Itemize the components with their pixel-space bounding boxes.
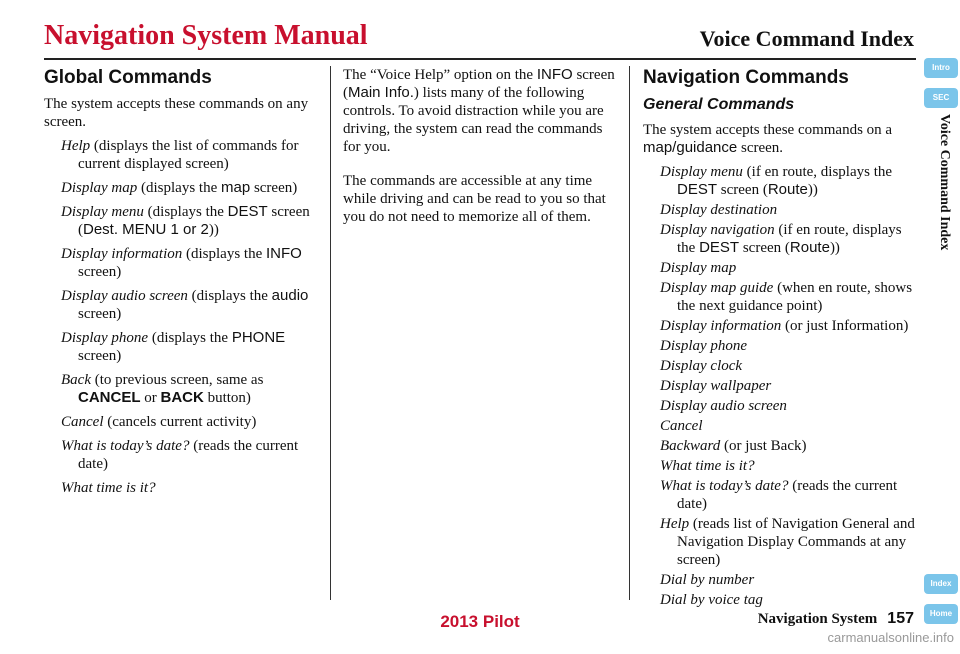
home-tab[interactable]: Home [924,604,958,624]
accessibility-paragraph: The commands are accessible at any time while driving and can be read to you so that you do not need to memorize all of them. [343,173,606,225]
footer-nav-label: Navigation System [757,611,878,627]
navigation-commands-intro: The system accepts these commands on a map/guidance screen. [643,122,893,156]
global-commands-heading: Global Commands [44,67,212,88]
command-item: Display navigation (if en route, displays the DEST screen (Route)) [660,222,902,256]
section-title: Voice Command Index [699,26,914,51]
command-item: What is today’s date? (reads the current date) [660,478,898,512]
watermark: carmanualsonline.info [827,630,954,645]
command-item: Display destination [660,202,778,218]
header-rule [44,58,916,60]
sec-tab[interactable]: SEC [924,88,958,108]
command-item: Display phone [660,338,748,354]
command-item: Help (reads list of Navigation General and Navigation Display Commands at any screen) [660,516,915,568]
command-item: Display menu (displays the DEST screen (Dest. MENU 1 or 2)) [61,203,310,238]
intro-tab[interactable]: Intro [924,58,958,78]
command-item: Cancel [660,418,703,434]
command-item: Display audio screen (displays the audio screen) [61,287,309,322]
navigation-commands-heading: Navigation Commands [643,67,849,88]
side-section-label: Voice Command Index [937,114,952,251]
column-divider [629,66,630,600]
command-item: Dial by number [660,572,755,588]
command-item: Back (to previous screen, same as CANCEL or BACK button) [61,372,264,406]
global-commands-intro: The system accepts these commands on any screen. [44,96,309,130]
voice-help-paragraph: The “Voice Help” option on the INFO screen (Main Info.) lists many of the following controls. To avoid distraction while you are driving, the system can read the commands for you. [343,66,615,155]
command-item: Display clock [660,358,743,374]
command-item: Display menu (if en route, displays the DEST screen (Route)) [660,164,893,198]
navigation-commands-column [643,66,919,611]
general-commands-subheading: General Commands [643,96,795,113]
voice-help-column [343,66,619,242]
footer-page-info [758,610,914,628]
index-tab[interactable]: Index [924,574,958,594]
command-item: Display wallpaper [660,378,772,394]
command-item: Display information (or just Information) [660,318,909,334]
page-number: 157 [887,610,914,627]
command-item: Dial by voice tag [660,592,763,608]
command-item: Display map guide (when en route, shows the next guidance point) [660,280,913,314]
global-commands-column [44,66,320,503]
command-item: What is today’s date? (reads the current date) [61,438,299,472]
command-item: Cancel (cancels current activity) [61,414,257,430]
manual-title: Navigation System Manual [44,20,368,51]
command-item: What time is it? [61,480,156,496]
command-item: Display audio screen [660,398,787,414]
command-item: Display map (displays the map screen) [61,179,298,196]
command-item: Help (displays the list of commands for current displayed screen) [61,138,299,172]
command-item: What time is it? [660,458,755,474]
command-item: Display phone (displays the PHONE screen) [61,329,286,364]
column-divider [330,66,331,600]
model-label: 2013 Pilot [440,612,520,631]
command-item: Display information (displays the INFO screen) [61,245,302,280]
command-item: Backward (or just Back) [660,438,807,454]
command-item: Display map [660,260,737,276]
